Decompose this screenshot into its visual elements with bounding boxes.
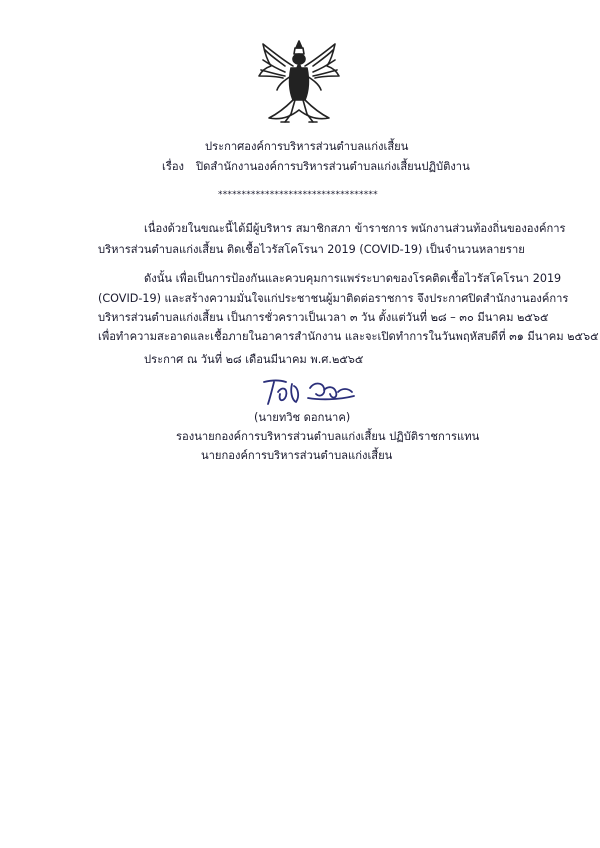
subject-line (162, 160, 470, 174)
paragraph2-line4: เพื่อทำความสะอาดและเชื้อภายในอาคารสำนักงาน และจะเปิดทำการในวันพฤหัสบดีที่ ๓๑ มีนาคม ๒๕๖๕ (98, 330, 599, 343)
subject-label: เรื่อง (162, 160, 185, 173)
handwritten-signature (258, 374, 358, 408)
garuda-emblem-icon (255, 38, 343, 128)
signer-position-2: นายกองค์การบริหารส่วนตำบลแก่งเสี้ยน (201, 449, 393, 462)
paragraph2-line2: (COVID-19) และสร้างความมั่นใจแก่ประชาชนผู้มาติดต่อราชการ จึงประกาศปิดสำนักงานองค์การ (98, 292, 569, 305)
signer-name: (นายทวิช ดอกนาค) (254, 411, 351, 424)
announcement-title: ประกาศองค์การบริหารส่วนตำบลแก่งเสี้ยน (205, 140, 409, 153)
announce-date: ประกาศ ณ วันที่ ๒๘ เดือนมีนาคม พ.ศ.๒๕๖๕ (144, 353, 364, 366)
paragraph1-line2: บริหารส่วนตำบลแก่งเสี้ยน ติดเชื้อไวรัสโคโรนา 2019 (COVID-19) เป็นจำนวนหลายราย (98, 243, 525, 256)
paragraph1-line1: เนื่องด้วยในขณะนี้ได้มีผู้บริหาร สมาชิกสภา ข้าราชการ พนักงานส่วนท้องถิ่นขององค์การ (144, 222, 566, 235)
subject-text: ปิดสำนักงานองค์การบริหารส่วนตำบลแก่งเสี้ยนปฏิบัติงาน (196, 160, 470, 173)
paragraph2-line3: บริหารส่วนตำบลแก่งเสี้ยน เป็นการชั่วคราวเป็นเวลา ๓ วัน ตั้งแต่วันที่ ๒๘ – ๓๐ มีนาคม ๒๕๖๕ (98, 311, 549, 324)
signer-position-1: รองนายกองค์การบริหารส่วนตำบลแก่งเสี้ยน ปฏิบัติราชการแทน (176, 430, 480, 443)
paragraph2-line1: ดังนั้น เพื่อเป็นการป้องกันและควบคุมการแพร่ระบาดของโรคติดเชื้อไวรัสโคโรนา 2019 (144, 272, 562, 285)
separator: ********************************** (218, 190, 378, 200)
